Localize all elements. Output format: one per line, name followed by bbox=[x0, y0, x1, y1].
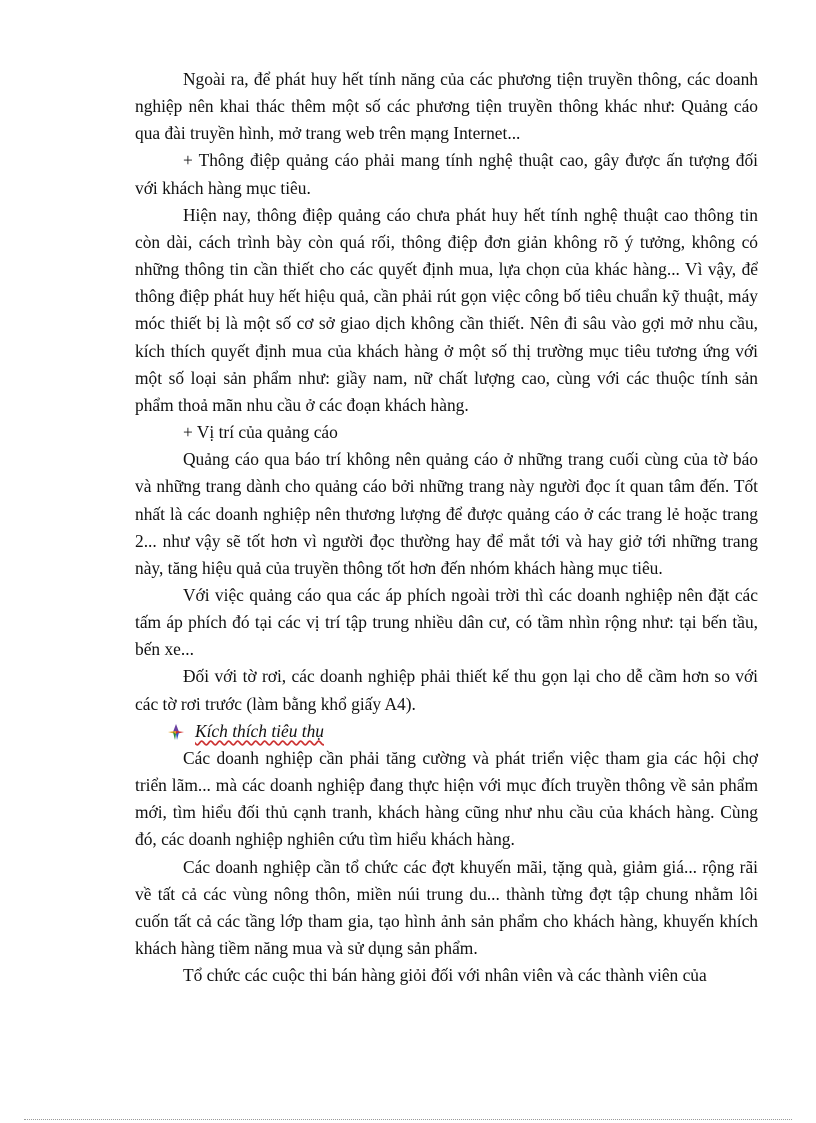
paragraph: Các doanh nghiệp cần phải tăng cường và phát triển việc tham gia các hội chợ triển lãm... mà các doanh nghiệp đang thực hiện với mục đích truyền thông về sản phẩm mới, tìm hiểu đối thủ cạnh tranh, khách hàng cũng như nhu cầu của khách hàng. Cùng đó, các doanh nghiệp nghiên cứu tìm hiểu khách hàng. bbox=[135, 747, 758, 850]
pin-bullet-icon bbox=[165, 722, 187, 740]
page-bottom-divider bbox=[24, 1119, 792, 1120]
paragraph: + Vị trí của quảng cáo bbox=[183, 422, 338, 443]
paragraph: Với việc quảng cáo qua các áp phích ngoài trời thì các doanh nghiệp nên đặt các tấm áp phích đó tại các vị trí tập trung nhiều dân cư, có tầm nhìn rộng như: tại bến tầu, bến xe... bbox=[135, 584, 758, 660]
paragraph: + Thông điệp quảng cáo phải mang tính nghệ thuật cao, gây được ấn tượng đối với khách hàng mục tiêu. bbox=[135, 150, 758, 198]
paragraph: Ngoài ra, để phát huy hết tính năng của các phương tiện truyền thông, các doanh nghiệp nên khai thác thêm một số các phương tiện truyền thông khác như: Quảng cáo qua đài truyền hình, mở trang web trên mạng Internet... bbox=[135, 69, 758, 144]
paragraph: Quảng cáo qua báo trí không nên quảng cáo ở những trang cuối cùng của tờ báo và những trang dành cho quảng cáo bởi những trang này người đọc ít quan tâm đến. Tốt nhất là các doanh nghiệp nên thương lượng để được quảng cáo ở các trang lẻ hoặc trang 2... như vậy sẽ tốt hơn vì người đọc thường hay để mắt tới và hay giở tới những trang này, tăng hiệu quả của truyền thông tốt hơn đến nhóm khách hàng mục tiêu. bbox=[135, 449, 758, 578]
bullet-heading-text: Kích thích tiêu thụ bbox=[195, 720, 324, 741]
document-page bbox=[135, 66, 758, 989]
paragraph: Đối với tờ rơi, các doanh nghiệp phải thiết kế thu gọn lại cho dễ cầm hơn so với các tờ rơi trước (làm bằng khổ giấy A4). bbox=[135, 666, 758, 714]
bullet-heading bbox=[135, 718, 758, 745]
paragraph: Tổ chức các cuộc thi bán hàng giỏi đối với nhân viên và các thành viên của bbox=[183, 965, 707, 986]
paragraph: Các doanh nghiệp cần tổ chức các đợt khuyến mãi, tặng quà, giảm giá... rộng rãi về tất cả các vùng nông thôn, miền núi trung du... thành từng đợt tập chung nhằm lôi cuốn tất cả các tầng lớp tham gia, tạo hình ảnh sản phẩm cho khách hàng, khuyến khích khách hàng tiềm năng mua và sử dụng sản phẩm. bbox=[135, 856, 758, 958]
paragraph: Hiện nay, thông điệp quảng cáo chưa phát huy hết tính nghệ thuật cao thông tin còn dài, cách trình bày còn quá rối, thông điệp đơn giản không rõ ý tưởng, không có những thông tin cần thiết cho các quyết định mua, lựa chọn của khác hàng... Vì vậy, để thông điệp phát huy hết hiệu quả, cần phải rút gọn việc công bố tiêu chuẩn kỹ thuật, máy móc thiết bị là một số cơ sở giao dịch không cần thiết. Nên đi sâu vào gợi mở nhu cầu, kích thích quyết định mua của khách hàng ở một số thị trường mục tiêu tương ứng với một số loại sản phẩm như: giầy nam, nữ chất lượng cao, cùng với các thuộc tính sản phẩm thoả mãn nhu cầu ở các đoạn khách hàng. bbox=[135, 204, 758, 415]
